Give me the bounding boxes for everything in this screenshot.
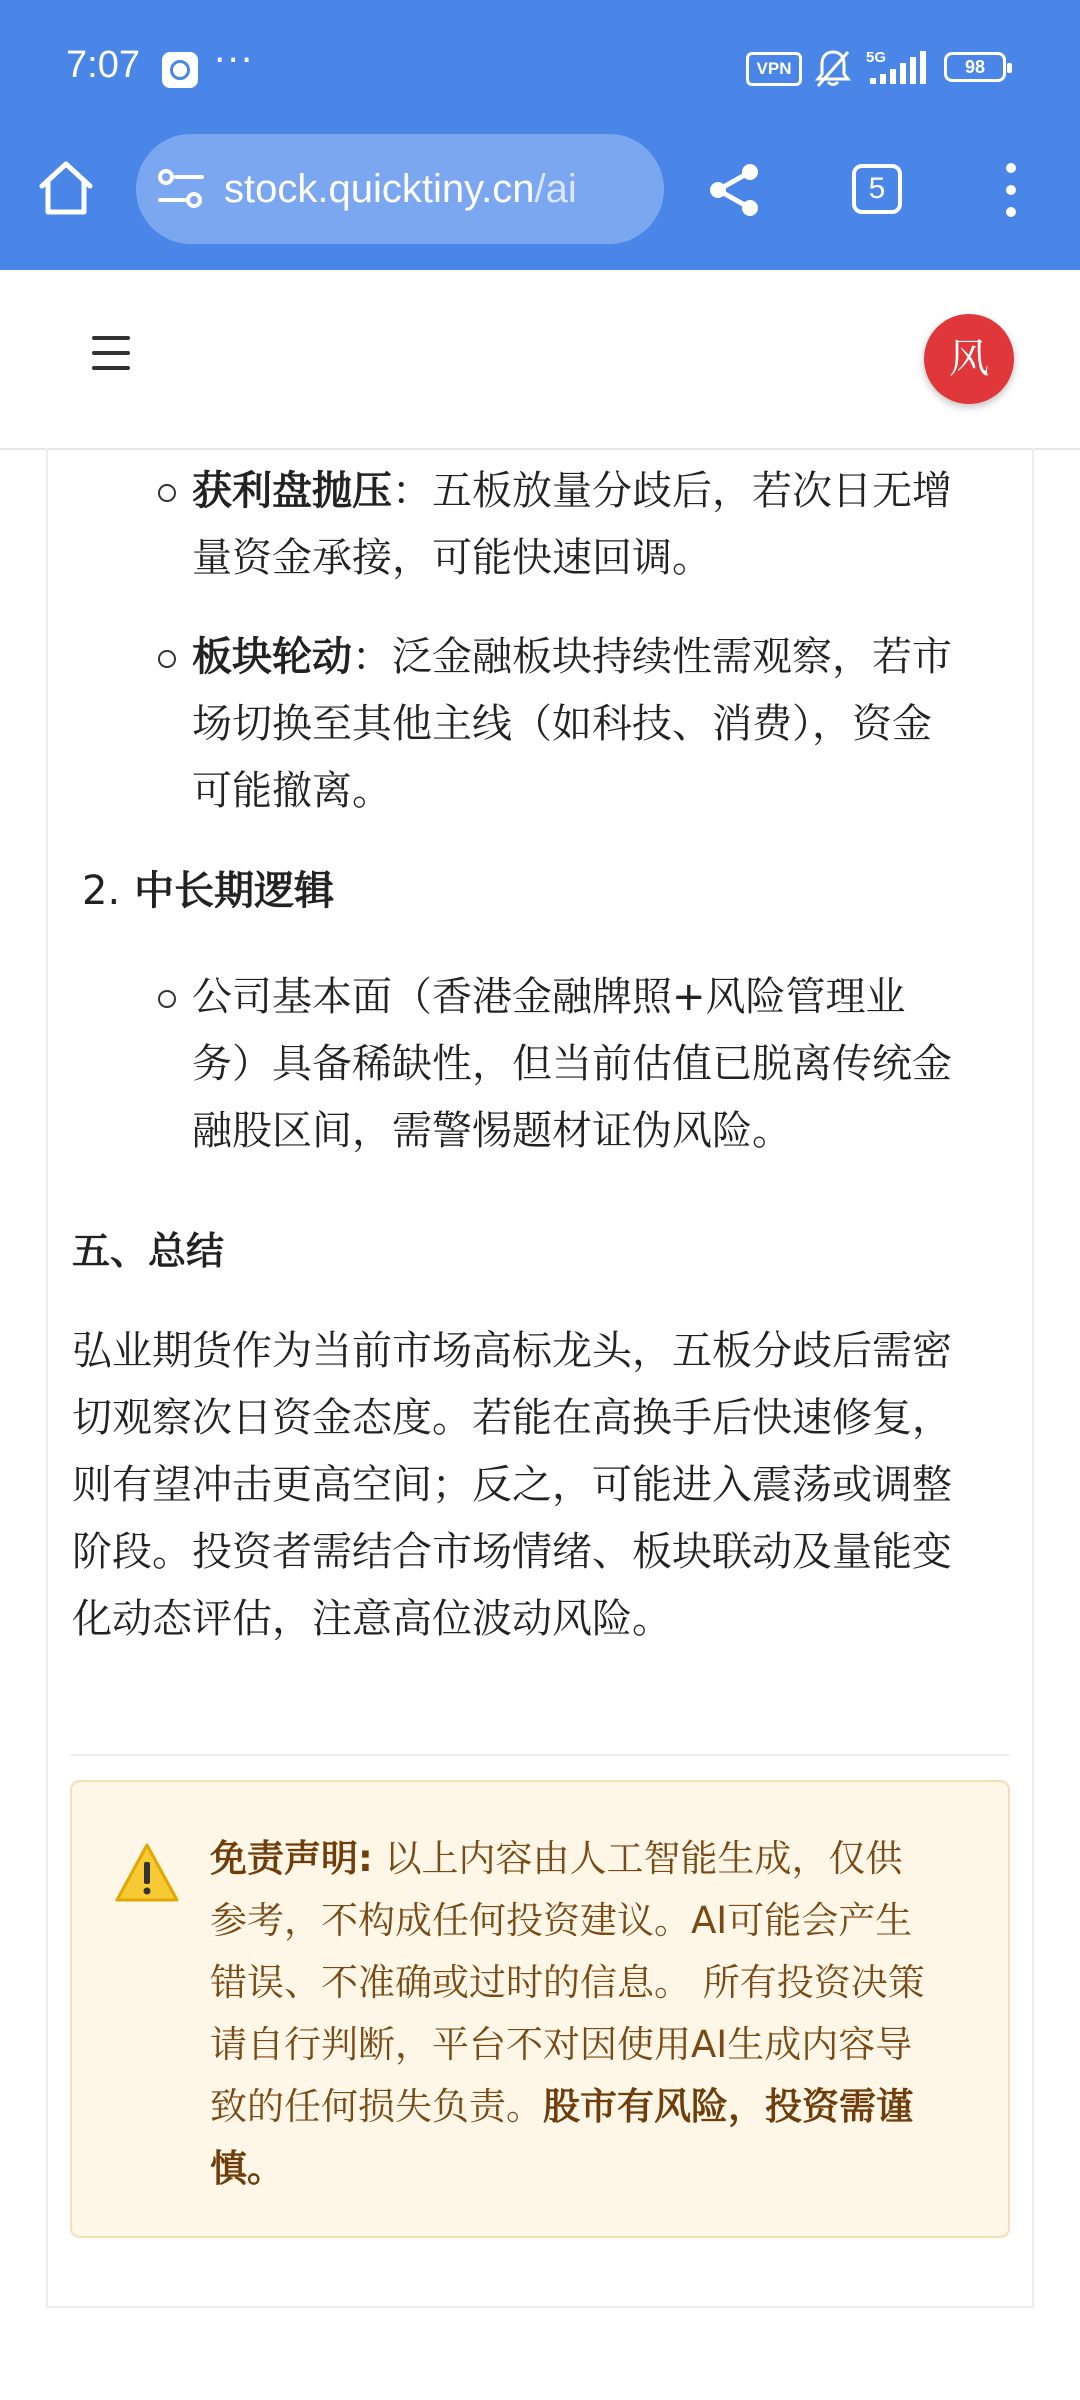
list-item-text: 泛金融板块持续性需观察，若市 <box>392 634 952 680</box>
url-text[interactable]: stock.quicktiny.cn/ai <box>224 167 577 211</box>
list-item-title: 获利盘抛压 <box>192 468 392 514</box>
list-item-text: 可能撤离。 <box>192 768 392 814</box>
notification-app-icon <box>162 52 198 88</box>
home-icon[interactable] <box>34 156 98 220</box>
mute-bell-icon <box>814 48 852 88</box>
site-header <box>0 270 1080 450</box>
summary-paragraph: 弘业期货作为当前市场高标龙头，五板分歧后需密 切观察次日资金态度。若能在高换手后快速修复， 则有望冲击更高空间；反之，可能进入震荡或调整 阶段。投资者需结合市场情绪、板块联动及量能变 化动态评估，注意高位波动风险。 <box>72 1328 952 1642</box>
warning-icon <box>114 1842 180 1904</box>
disclaimer-label: 免责声明: <box>210 1837 373 1880</box>
hamburger-menu-icon[interactable] <box>92 336 130 370</box>
bullet-icon <box>158 484 176 502</box>
user-avatar[interactable]: 风 <box>924 314 1014 404</box>
battery-icon: 98 <box>944 52 1006 82</box>
disclaimer-box <box>70 1780 1010 2238</box>
more-menu-icon[interactable] <box>996 160 1026 220</box>
svg-text:5G: 5G <box>866 49 887 66</box>
list-item: 获利盘抛压：五板放量分歧后，若次日无增 量资金承接，可能快速回调。 <box>192 458 1072 592</box>
share-icon[interactable] <box>704 160 764 220</box>
list-item-title: 板块轮动 <box>192 634 352 680</box>
site-settings-icon[interactable] <box>158 168 204 210</box>
signal-5g-icon <box>866 48 936 88</box>
list-item-text: 五板放量分歧后，若次日无增 <box>432 468 952 514</box>
vpn-icon: VPN <box>746 52 802 86</box>
list-item-text: 量资金承接，可能快速回调。 <box>192 535 712 581</box>
list-item: 板块轮动：泛金融板块持续性需观察，若市 场切换至其他主线（如科技、消费），资金 可能撤离。 <box>192 624 1072 825</box>
disclaimer-text: 免责声明: 以上内容由人工智能生成，仅供 参考，不构成任何投资建议。AI可能会产生 错误、不准确或过时的信息。 所有投资决策 请自行判断，平台不对因使用AI生成内容导 致的任何损失负责。股市有风险，投资需谨 慎。 <box>210 1837 925 2190</box>
status-time: 7:07 <box>66 44 140 86</box>
divider <box>70 1754 1010 1756</box>
risk-warning-text: 股市有风险，投资需谨 <box>543 2085 913 2128</box>
bullet-icon <box>158 650 176 668</box>
bullet-icon <box>158 990 176 1008</box>
browser-chrome <box>0 0 1080 270</box>
status-bar <box>0 0 1080 140</box>
tab-switcher-button[interactable]: 5 <box>852 164 902 214</box>
more-notifications-icon: ··· <box>214 40 255 81</box>
section-heading: 五、总结 <box>72 1229 225 1273</box>
list-item: 公司基本面（香港金融牌照+风险管理业 务）具备稀缺性，但当前估值已脱离传统金 融股区间，需警惕题材证伪风险。 <box>192 964 1072 1165</box>
ordered-list-item: 2. 中长期逻辑 <box>82 868 335 914</box>
address-bar[interactable] <box>136 134 664 244</box>
list-item-text: 场切换至其他主线（如科技、消费），资金 <box>192 701 932 747</box>
